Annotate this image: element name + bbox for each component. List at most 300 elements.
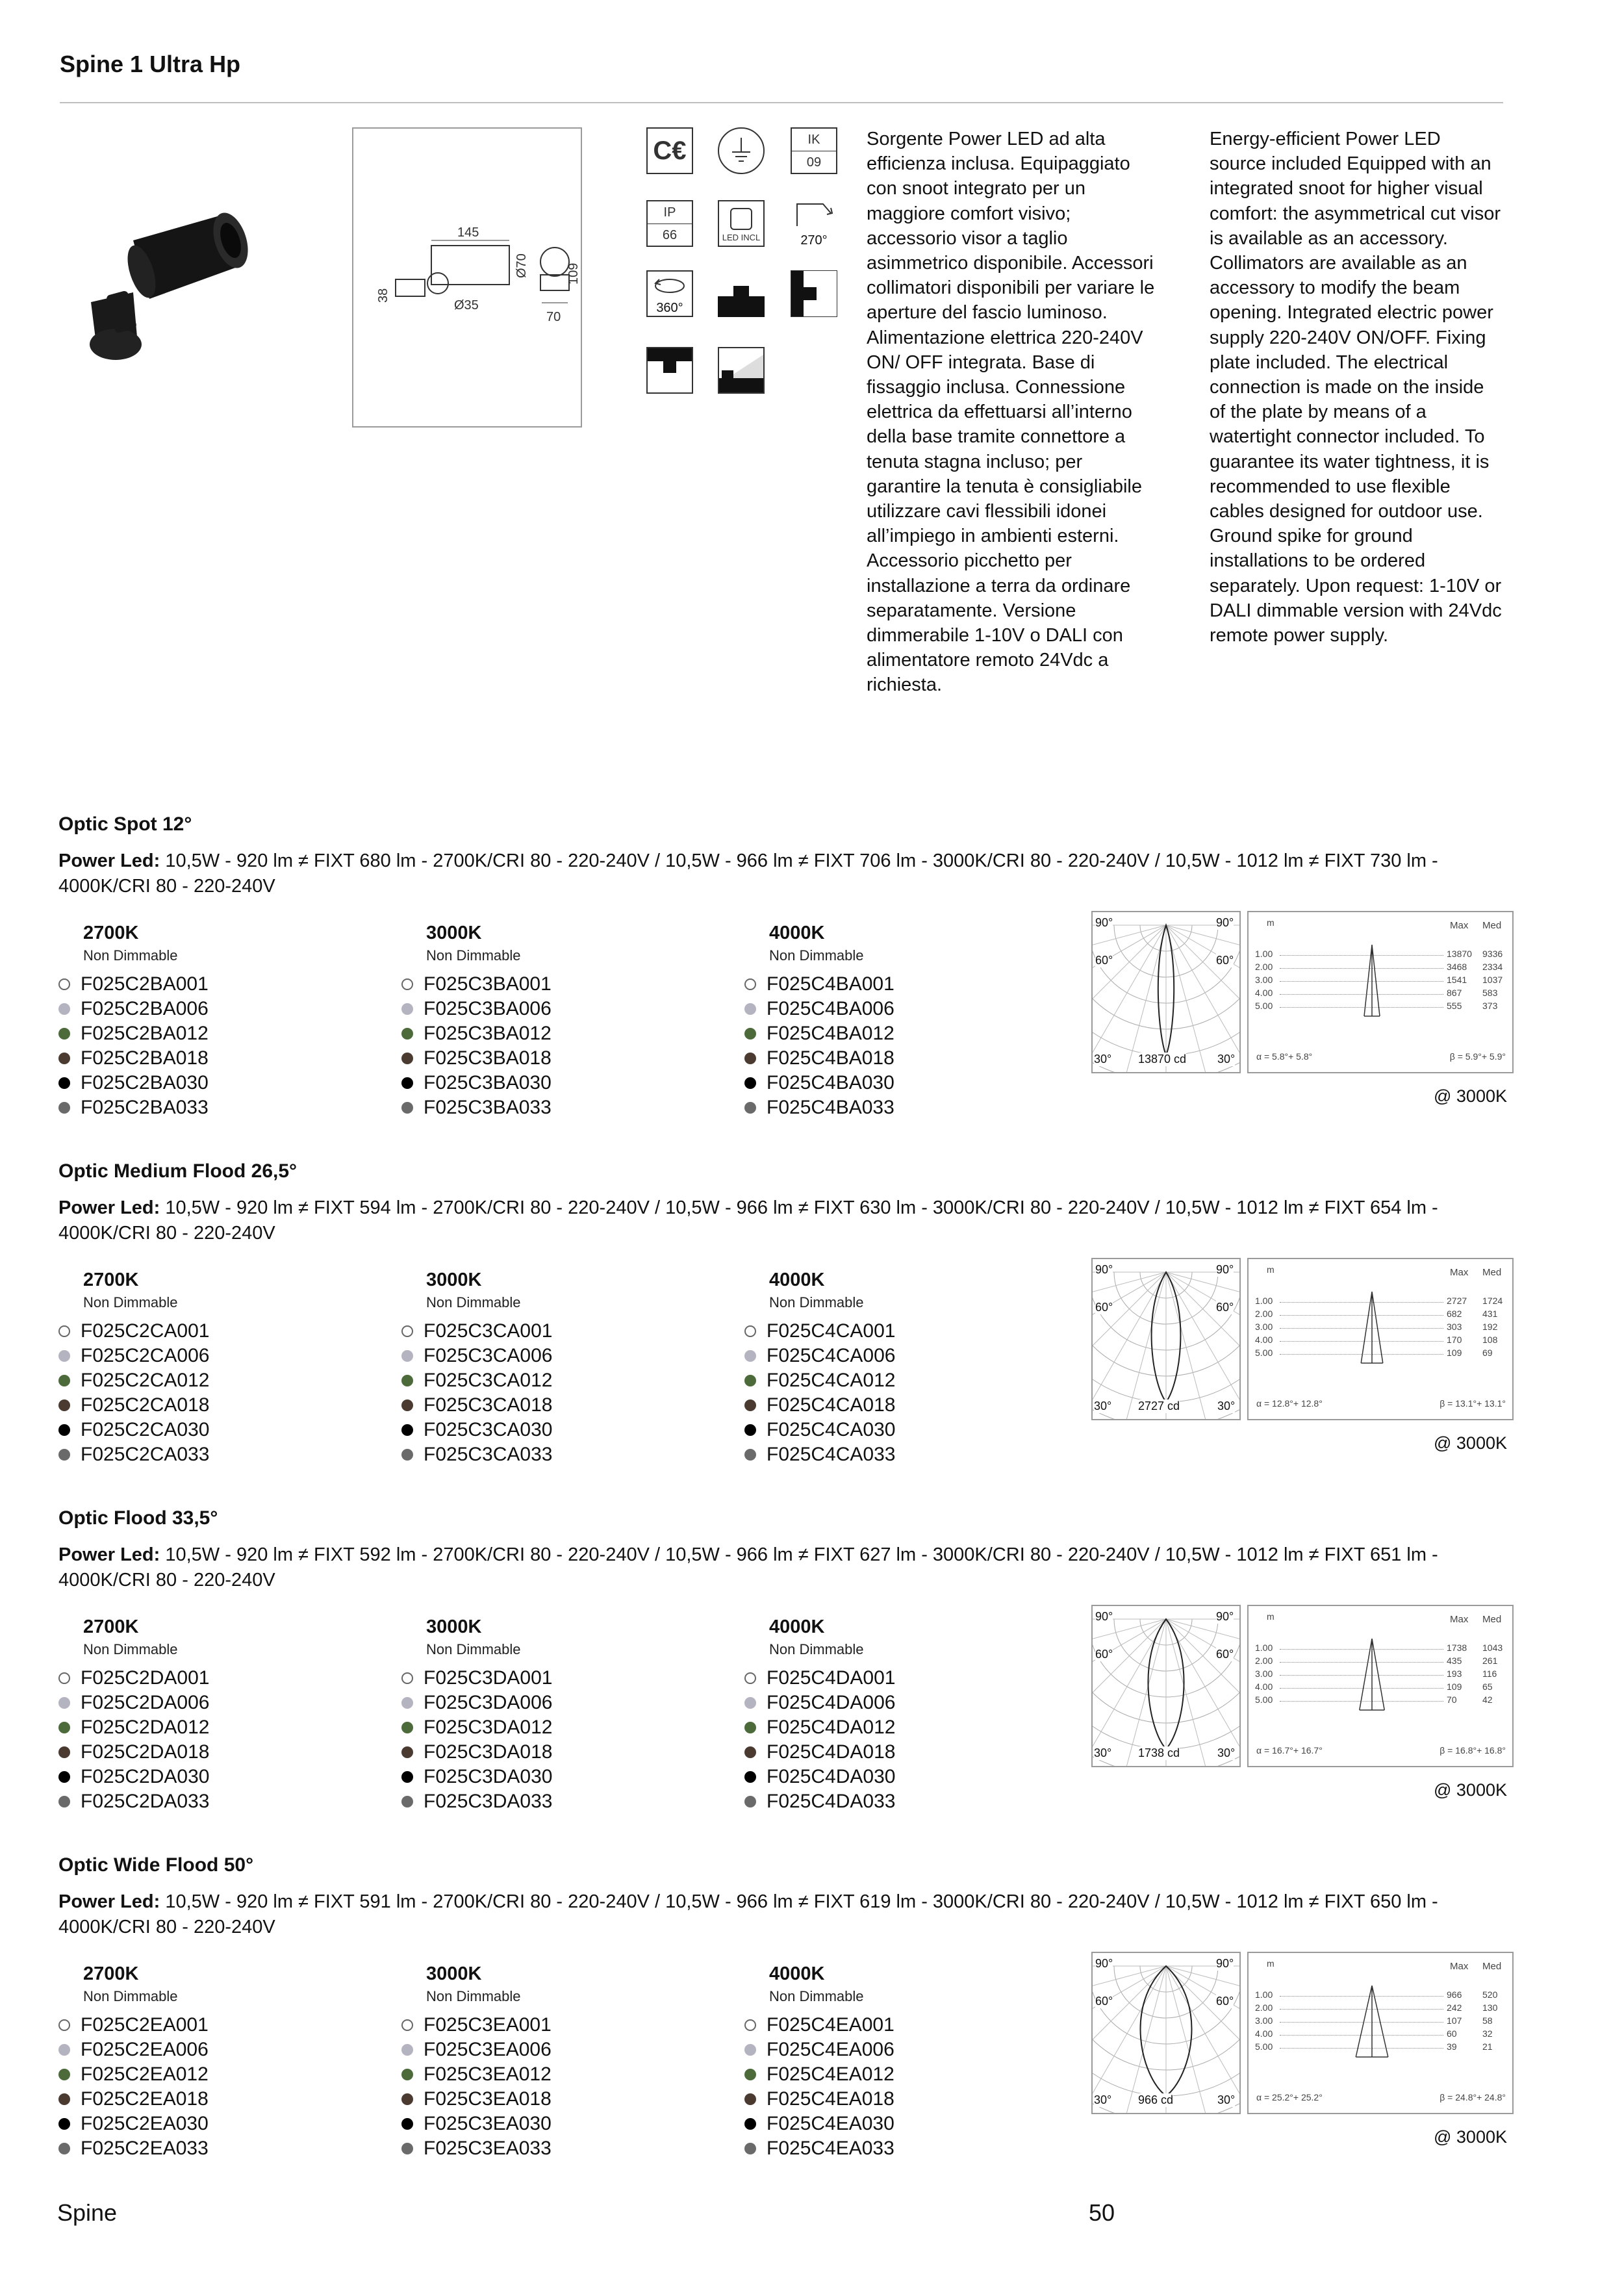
product-code: F025C4CA001 — [767, 1320, 896, 1342]
angle-label: 90° — [1095, 1957, 1113, 1970]
product-code-row — [58, 2136, 357, 2161]
table-cell-dist: 1.00 — [1255, 1642, 1273, 1653]
product-code: F025C4CA018 — [767, 1394, 896, 1416]
table-cell-med: 431 — [1482, 1309, 1498, 1319]
code-column — [401, 1963, 700, 2161]
product-code: F025C4EA001 — [767, 2014, 894, 2036]
product-code: F025C2CA006 — [81, 1345, 210, 1366]
angle-label: 60° — [1216, 1995, 1234, 2008]
product-code: F025C4DA033 — [767, 1791, 896, 1812]
angle-label: 60° — [1095, 1995, 1113, 2008]
product-code-row — [744, 1046, 1043, 1071]
table-cell-max: 39 — [1447, 2041, 1457, 2052]
product-code-row — [401, 2136, 700, 2161]
product-code: F025C3EA012 — [424, 2063, 552, 2085]
finish-swatch — [58, 978, 70, 990]
product-code-row — [401, 2013, 700, 2038]
illuminance-table — [1247, 911, 1514, 1073]
product-code: F025C4DA006 — [767, 1692, 896, 1713]
table-cell-max: 70 — [1447, 1694, 1457, 1705]
peak-intensity-label: 966 cd — [1138, 2093, 1174, 2106]
alpha-angle: α = 5.8°+ 5.8° — [1256, 1051, 1313, 1062]
product-code-row — [58, 1046, 357, 1071]
code-column — [401, 1270, 700, 1467]
beta-angle: β = 13.1°+ 13.1° — [1440, 1398, 1506, 1409]
product-code: F025C2BA012 — [81, 1023, 209, 1044]
product-code-row — [401, 1319, 700, 1344]
power-text: 10,5W - 920 lm ≠ FIXT 592 lm - 2700K/CRI 80 - 220-240V / 10,5W - 966 lm ≠ FIXT 627 lm - 3000K/CRI 80 - 220-240V / 10,5W - 1012 lm ≠ FIXT 651 lm - 4000K/CRI 80 - 220-240V — [58, 1544, 1438, 1591]
code-column — [58, 1963, 357, 2161]
power-label: Power Led: — [58, 1197, 160, 1218]
color-temp-label: 4000K — [769, 1963, 825, 1984]
product-code: F025C2BA006 — [81, 998, 209, 1019]
finish-swatch — [401, 1350, 413, 1362]
code-column — [58, 1616, 357, 1814]
product-code-row — [744, 1691, 1043, 1715]
rotation-270-icon — [791, 200, 837, 247]
finish-swatch — [744, 2118, 756, 2130]
table-cell-max: 170 — [1447, 1335, 1462, 1345]
finish-swatch — [744, 1003, 756, 1015]
finish-swatch — [401, 2044, 413, 2056]
table-cell-dist: 1.00 — [1255, 949, 1273, 959]
finish-swatch — [744, 1325, 756, 1337]
table-cell-dist: 5.00 — [1255, 1348, 1273, 1358]
dimming-label: Non Dimmable — [83, 1988, 178, 2004]
finish-swatch — [401, 1746, 413, 1758]
product-code-row — [401, 1393, 700, 1418]
product-code: F025C3CA018 — [424, 1394, 553, 1416]
table-cell-med: 58 — [1482, 2015, 1493, 2026]
table-cell-med: 130 — [1482, 2002, 1498, 2013]
power-spec — [58, 1195, 1501, 1246]
color-temp-label: 4000K — [769, 1616, 825, 1637]
finish-swatch — [58, 1722, 70, 1733]
page-number: 50 — [1089, 2199, 1115, 2226]
color-temp-label: 3000K — [426, 1963, 482, 1984]
ik-value: 09 — [806, 155, 822, 170]
product-code: F025C3BA001 — [424, 973, 552, 995]
finish-swatch — [744, 2093, 756, 2105]
product-code-row — [401, 2087, 700, 2112]
color-temp-label: 4000K — [769, 923, 825, 943]
finish-swatch — [58, 1697, 70, 1709]
table-cell-dist: 4.00 — [1255, 1335, 1273, 1345]
finish-swatch — [401, 1325, 413, 1337]
dimming-label: Non Dimmable — [769, 1988, 864, 2004]
alpha-angle: α = 12.8°+ 12.8° — [1256, 1398, 1323, 1409]
angle-label: 30° — [1094, 2093, 1112, 2106]
product-code: F025C4CA030 — [767, 1419, 896, 1440]
angle-label: 30° — [1217, 1746, 1236, 1759]
header-divider — [60, 102, 1503, 103]
beta-angle: β = 5.9°+ 5.9° — [1449, 1051, 1506, 1062]
code-column — [744, 1963, 1043, 2161]
product-image — [71, 195, 260, 364]
product-code: F025C4EA033 — [767, 2138, 894, 2159]
product-code: F025C2BA033 — [81, 1097, 209, 1118]
finish-swatch — [401, 2118, 413, 2130]
angle-label: 90° — [1095, 1610, 1113, 1623]
table-cell-max: 242 — [1447, 2002, 1462, 2013]
finish-swatch — [744, 1053, 756, 1064]
table-cell-dist: 2.00 — [1255, 1655, 1273, 1666]
product-code: F025C4CA033 — [767, 1444, 896, 1465]
product-code: F025C3EA030 — [424, 2113, 552, 2134]
dimming-label: Non Dimmable — [769, 1641, 864, 1657]
finish-swatch — [58, 2143, 70, 2154]
product-code-row — [401, 2112, 700, 2136]
finish-swatch — [58, 2118, 70, 2130]
finish-swatch — [744, 978, 756, 990]
table-cell-max: 303 — [1447, 1322, 1462, 1332]
product-code: F025C4BA001 — [767, 973, 894, 995]
product-code-row — [401, 1691, 700, 1715]
finish-swatch — [58, 1102, 70, 1114]
product-code-row — [744, 2136, 1043, 2161]
finish-swatch — [744, 1350, 756, 1362]
alpha-angle: α = 16.7°+ 16.7° — [1256, 1745, 1323, 1756]
ik-label: IK — [792, 129, 836, 151]
table-cell-med: 520 — [1482, 1989, 1498, 2000]
product-code: F025C4EA030 — [767, 2113, 894, 2134]
max-header: Max — [1450, 1961, 1469, 1972]
table-cell-dist: 4.00 — [1255, 1681, 1273, 1692]
finish-swatch — [744, 2019, 756, 2031]
product-code: F025C2BA001 — [81, 973, 209, 995]
product-code: F025C3BA030 — [424, 1072, 552, 1093]
finish-swatch — [58, 1003, 70, 1015]
product-code-row — [401, 1666, 700, 1691]
dimming-label: Non Dimmable — [83, 1294, 178, 1310]
finish-swatch — [58, 1350, 70, 1362]
product-code-row — [744, 1344, 1043, 1368]
finish-swatch — [744, 1424, 756, 1436]
product-code-row — [58, 1095, 357, 1120]
certification-icons — [646, 127, 841, 407]
product-code: F025C4BA006 — [767, 998, 894, 1019]
finish-swatch — [401, 1771, 413, 1783]
product-code: F025C2CA033 — [81, 1444, 210, 1465]
power-spec — [58, 1542, 1501, 1593]
finish-swatch — [401, 1028, 413, 1040]
table-cell-dist: 5.00 — [1255, 2041, 1273, 2052]
color-temp-label: 2700K — [83, 1963, 139, 1984]
product-code: F025C4DA001 — [767, 1667, 896, 1689]
product-code-row — [744, 1319, 1043, 1344]
table-cell-max: 60 — [1447, 2028, 1457, 2039]
distance-header: m — [1267, 1958, 1275, 1969]
table-cell-med: 192 — [1482, 1322, 1498, 1332]
table-cell-dist: 4.00 — [1255, 988, 1273, 998]
product-code: F025C4BA012 — [767, 1023, 894, 1044]
product-code-row — [401, 1442, 700, 1467]
table-cell-dist: 5.00 — [1255, 1694, 1273, 1705]
description-italian: Sorgente Power LED ad alta efficienza inclusa. Equipaggiato con snoot integrato per un maggiore comfort visivo; accessorio visor a taglio asimmetrico disponibile. Accessori collimatori disponibili per variare le aperture del fascio luminoso. Alimentazione elettrica 220-240V ON/ OFF integrata. Base di fissaggio inclusa. Connessione elettrica da effettuarsi all’interno della base tramite connettore a tenuta stagna incluso; per garantire la tenuta è consigliabile utilizzare cavi flessibili idonei all’impiego in ambienti esterni. Accessorio picchetto per installazione a terra da ordinare separatamente. Versione dimmerabile 1-10V o DALI con alimentatore remoto 24Vdc a richiesta. — [867, 129, 1155, 696]
finish-swatch — [401, 1697, 413, 1709]
product-code: F025C2CA001 — [81, 1320, 210, 1342]
product-code: F025C3CA033 — [424, 1444, 553, 1465]
finish-swatch — [401, 1003, 413, 1015]
product-code: F025C2BA030 — [81, 1072, 209, 1093]
polar-diagram — [1091, 1952, 1241, 2114]
table-cell-med: 2334 — [1482, 962, 1503, 972]
finish-swatch — [401, 2019, 413, 2031]
angle-label: 30° — [1094, 1746, 1112, 1759]
finish-swatch — [744, 1077, 756, 1089]
angle-label: 30° — [1217, 1053, 1236, 1066]
power-label: Power Led: — [58, 1891, 160, 1912]
finish-swatch — [401, 1053, 413, 1064]
beam-cone — [1360, 1639, 1384, 1710]
beam-cone — [1364, 945, 1380, 1016]
power-spec — [58, 849, 1501, 899]
measured-at-label: @ 3000K — [1434, 2127, 1507, 2147]
ik-rating-icon — [791, 127, 837, 174]
beam-grazing-icon — [718, 347, 765, 394]
table-cell-max: 555 — [1447, 1001, 1462, 1011]
product-code: F025C3DA018 — [424, 1741, 553, 1763]
finish-swatch — [744, 1028, 756, 1040]
product-code-row — [401, 1740, 700, 1765]
product-code-row — [401, 2038, 700, 2062]
dim-70: 70 — [546, 310, 561, 324]
finish-swatch — [744, 1796, 756, 1808]
beta-angle: β = 24.8°+ 24.8° — [1440, 2092, 1506, 2102]
dim-109: 109 — [566, 262, 581, 285]
product-code-row — [58, 1442, 357, 1467]
product-code-row — [744, 2062, 1043, 2087]
measured-at-label: @ 3000K — [1434, 1086, 1507, 1106]
table-cell-med: 32 — [1482, 2028, 1493, 2039]
finish-swatch — [401, 1399, 413, 1411]
measured-at-label: @ 3000K — [1434, 1780, 1507, 1800]
table-cell-max: 109 — [1447, 1681, 1462, 1692]
product-code: F025C2EA012 — [81, 2063, 209, 2085]
dim-o70: Ø70 — [514, 253, 529, 278]
angle-label: 60° — [1216, 1648, 1234, 1661]
product-code: F025C4DA018 — [767, 1741, 896, 1763]
code-column — [744, 923, 1043, 1120]
measured-at-label: @ 3000K — [1434, 1433, 1507, 1453]
product-code-row — [744, 2087, 1043, 2112]
finish-swatch — [58, 1077, 70, 1089]
rotation-360-icon — [646, 270, 693, 317]
product-code: F025C2EA033 — [81, 2138, 209, 2159]
page-title: Spine 1 Ultra Hp — [60, 51, 241, 77]
product-code: F025C3CA012 — [424, 1370, 553, 1391]
angle-label: 60° — [1216, 954, 1234, 967]
product-code: F025C3DA012 — [424, 1717, 553, 1738]
finish-swatch — [744, 1102, 756, 1114]
med-header: Med — [1482, 1614, 1502, 1625]
product-code-row — [58, 2087, 357, 2112]
finish-swatch — [744, 1672, 756, 1684]
product-code-row — [401, 1368, 700, 1393]
product-code-row — [58, 1765, 357, 1789]
table-cell-med: 373 — [1482, 1001, 1498, 1011]
product-code: F025C3EA006 — [424, 2039, 552, 2060]
table-cell-med: 108 — [1482, 1335, 1498, 1345]
product-code: F025C4DA012 — [767, 1717, 896, 1738]
product-code-row — [744, 1071, 1043, 1095]
product-code-row — [401, 1344, 700, 1368]
dimming-label: Non Dimmable — [426, 1641, 521, 1657]
finish-swatch — [58, 1771, 70, 1783]
illuminance-table — [1247, 1258, 1514, 1420]
beta-angle: β = 16.8°+ 16.8° — [1440, 1745, 1506, 1756]
table-cell-max: 193 — [1447, 1668, 1462, 1679]
peak-intensity-label: 2727 cd — [1138, 1399, 1180, 1412]
product-code-row — [58, 1740, 357, 1765]
angle-label: 30° — [1094, 1399, 1112, 1412]
product-code-row — [58, 1393, 357, 1418]
dim-145: 145 — [457, 225, 479, 240]
color-temp-label: 3000K — [426, 923, 482, 943]
ip-rating-icon — [646, 200, 693, 247]
finish-swatch — [744, 1399, 756, 1411]
table-cell-med: 69 — [1482, 1348, 1493, 1358]
max-header: Max — [1450, 1267, 1469, 1278]
product-code-row — [401, 972, 700, 997]
table-cell-med: 1043 — [1482, 1642, 1503, 1653]
finish-swatch — [58, 1424, 70, 1436]
dimming-label: Non Dimmable — [426, 1294, 521, 1310]
beam-symmetric-icon — [718, 270, 765, 317]
table-cell-max: 1738 — [1447, 1642, 1467, 1653]
table-cell-max: 107 — [1447, 2015, 1462, 2026]
product-code-row — [744, 997, 1043, 1021]
product-code: F025C2BA018 — [81, 1047, 209, 1069]
dimming-label: Non Dimmable — [426, 947, 521, 964]
table-cell-dist: 1.00 — [1255, 1989, 1273, 2000]
finish-swatch — [401, 1449, 413, 1461]
max-header: Max — [1450, 1614, 1469, 1625]
product-code: F025C2DA012 — [81, 1717, 210, 1738]
power-label: Power Led: — [58, 1544, 160, 1565]
code-column — [401, 923, 700, 1120]
led-incl-label: LED INCL — [722, 233, 761, 242]
ip-value: 66 — [662, 228, 678, 242]
finish-swatch — [401, 1424, 413, 1436]
product-code: F025C3DA001 — [424, 1667, 553, 1689]
product-code-row — [744, 1021, 1043, 1046]
illuminance-table — [1247, 1952, 1514, 2114]
product-code-row — [744, 1666, 1043, 1691]
product-code-row — [744, 2013, 1043, 2038]
code-column — [744, 1616, 1043, 1814]
finish-swatch — [58, 1028, 70, 1040]
product-code: F025C4BA018 — [767, 1047, 894, 1069]
finish-swatch — [401, 2093, 413, 2105]
color-temp-label: 2700K — [83, 923, 139, 943]
product-code-row — [401, 1715, 700, 1740]
product-code-row — [58, 1418, 357, 1442]
table-cell-max: 2727 — [1447, 1296, 1467, 1306]
finish-swatch — [744, 1449, 756, 1461]
product-code: F025C3EA033 — [424, 2138, 552, 2159]
distance-header: m — [1267, 1264, 1275, 1275]
alpha-angle: α = 25.2°+ 25.2° — [1256, 2092, 1323, 2102]
angle-label: 60° — [1095, 954, 1113, 967]
code-column — [744, 1270, 1043, 1467]
table-cell-med: 9336 — [1482, 949, 1503, 959]
finish-swatch — [58, 2019, 70, 2031]
dim-38: 38 — [376, 288, 390, 303]
finish-swatch — [744, 1746, 756, 1758]
dimming-label: Non Dimmable — [426, 1988, 521, 2004]
dim-o35: Ø35 — [454, 298, 479, 313]
product-code-row — [58, 2112, 357, 2136]
table-cell-med: 583 — [1482, 988, 1498, 998]
color-temp-label: 3000K — [426, 1616, 482, 1637]
finish-swatch — [58, 1796, 70, 1808]
beam-ceiling-icon — [646, 347, 693, 394]
dimension-drawing — [352, 127, 582, 428]
color-temp-label: 3000K — [426, 1270, 482, 1290]
finish-swatch — [401, 1722, 413, 1733]
table-cell-dist: 3.00 — [1255, 2015, 1273, 2026]
angle-label: 30° — [1217, 1399, 1236, 1412]
product-code-row — [58, 2038, 357, 2062]
table-cell-max: 867 — [1447, 988, 1462, 998]
finish-swatch — [58, 1449, 70, 1461]
product-code-row — [401, 1071, 700, 1095]
polar-diagram — [1091, 1605, 1241, 1767]
rotation-270-label: 270° — [800, 233, 828, 248]
table-cell-med: 42 — [1482, 1694, 1493, 1705]
product-code-row — [744, 1442, 1043, 1467]
color-temp-label: 2700K — [83, 1616, 139, 1637]
dimming-label: Non Dimmable — [83, 1641, 178, 1657]
power-text: 10,5W - 920 lm ≠ FIXT 594 lm - 2700K/CRI 80 - 220-240V / 10,5W - 966 lm ≠ FIXT 630 lm - 3000K/CRI 80 - 220-240V / 10,5W - 1012 lm ≠ FIXT 654 lm - 4000K/CRI 80 - 220-240V — [58, 1197, 1438, 1244]
finish-swatch — [744, 1722, 756, 1733]
beam-wall-icon — [791, 270, 837, 317]
product-code: F025C4EA018 — [767, 2088, 894, 2110]
table-cell-med: 1037 — [1482, 975, 1503, 985]
product-code: F025C4CA012 — [767, 1370, 896, 1391]
table-cell-max: 3468 — [1447, 962, 1467, 972]
product-code: F025C2DA033 — [81, 1791, 210, 1812]
finish-swatch — [58, 2044, 70, 2056]
color-temp-label: 2700K — [83, 1270, 139, 1290]
product-code-row — [58, 997, 357, 1021]
product-code-row — [744, 1368, 1043, 1393]
finish-swatch — [401, 1375, 413, 1386]
product-code: F025C3CA030 — [424, 1419, 553, 1440]
polar-diagram — [1091, 1258, 1241, 1420]
product-code-row — [401, 997, 700, 1021]
table-cell-med: 116 — [1482, 1668, 1497, 1679]
finish-swatch — [744, 1697, 756, 1709]
product-code: F025C4CA006 — [767, 1345, 896, 1366]
finish-swatch — [744, 2069, 756, 2080]
ip-label: IP — [648, 201, 692, 224]
color-temp-label: 4000K — [769, 1270, 825, 1290]
code-column — [58, 923, 357, 1120]
product-code-row — [401, 1046, 700, 1071]
product-code-row — [744, 1418, 1043, 1442]
finish-swatch — [58, 1672, 70, 1684]
product-code: F025C2DA001 — [81, 1667, 210, 1689]
section-title: Optic Flood 33,5° — [58, 1507, 218, 1529]
product-code: F025C3DA033 — [424, 1791, 553, 1812]
dimming-label: Non Dimmable — [83, 947, 178, 964]
product-code-row — [58, 1691, 357, 1715]
product-code-row — [401, 1789, 700, 1814]
table-cell-med: 1724 — [1482, 1296, 1503, 1306]
product-code: F025C3EA001 — [424, 2014, 552, 2036]
